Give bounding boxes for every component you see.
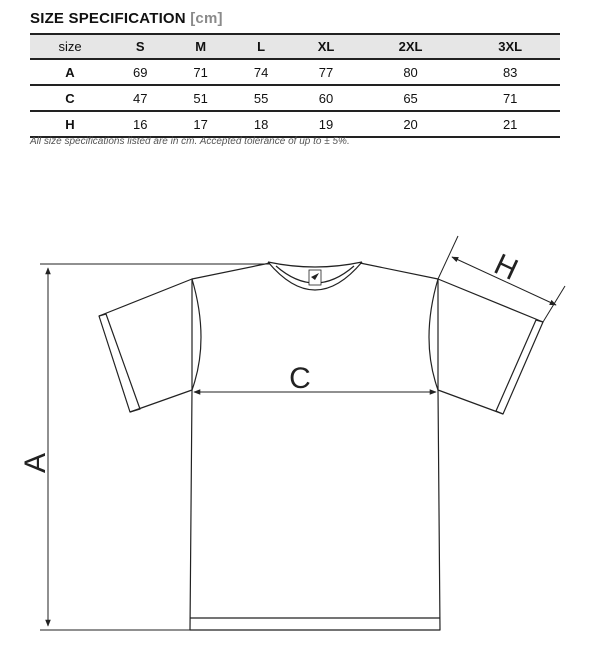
row-label: H	[65, 116, 75, 132]
table-cell: 71	[502, 90, 518, 106]
table-cell: 69	[132, 64, 148, 80]
table-cell: 55	[253, 90, 269, 106]
tshirt-outline	[99, 262, 543, 630]
column-header-m: M	[195, 39, 207, 54]
column-header-size: size	[58, 39, 82, 54]
table-cell: 51	[193, 90, 208, 106]
table-cell: 71	[193, 64, 208, 80]
column-header-l: L	[257, 39, 266, 54]
table-cell: 16	[132, 116, 148, 132]
dimension-h-label: H	[489, 247, 523, 287]
title-unit: [cm]	[190, 10, 223, 27]
column-header-s: S	[135, 39, 145, 54]
tolerance-note: All size specifications listed are in cm. Accepted tolerance of up to ± 5%.	[30, 136, 350, 147]
table-cell: 80	[403, 64, 418, 80]
column-header-2xl: 2XL	[398, 39, 423, 54]
column-header-xl: XL	[317, 39, 335, 54]
dimension-c-label: C	[289, 362, 311, 395]
table-cell: 77	[318, 64, 334, 80]
dimension-a-label: A	[19, 452, 52, 474]
title-text: SIZE SPECIFICATION	[30, 10, 186, 27]
table-cell: 18	[253, 116, 269, 132]
table-cell: 74	[253, 64, 269, 80]
table-cell: 47	[132, 90, 148, 106]
table-cell: 20	[403, 116, 418, 132]
table-cell: 83	[502, 64, 518, 80]
table-cell: 65	[403, 90, 418, 106]
row-label: A	[65, 64, 75, 80]
table-cell: 19	[318, 116, 334, 132]
table-cell: 21	[502, 116, 518, 132]
table-cell: 17	[193, 116, 208, 132]
dimension-a	[40, 264, 270, 630]
table-cell: 60	[318, 90, 334, 106]
column-header-3xl: 3XL	[498, 39, 523, 54]
neck-label-icon	[309, 270, 321, 285]
row-label: C	[65, 90, 75, 106]
